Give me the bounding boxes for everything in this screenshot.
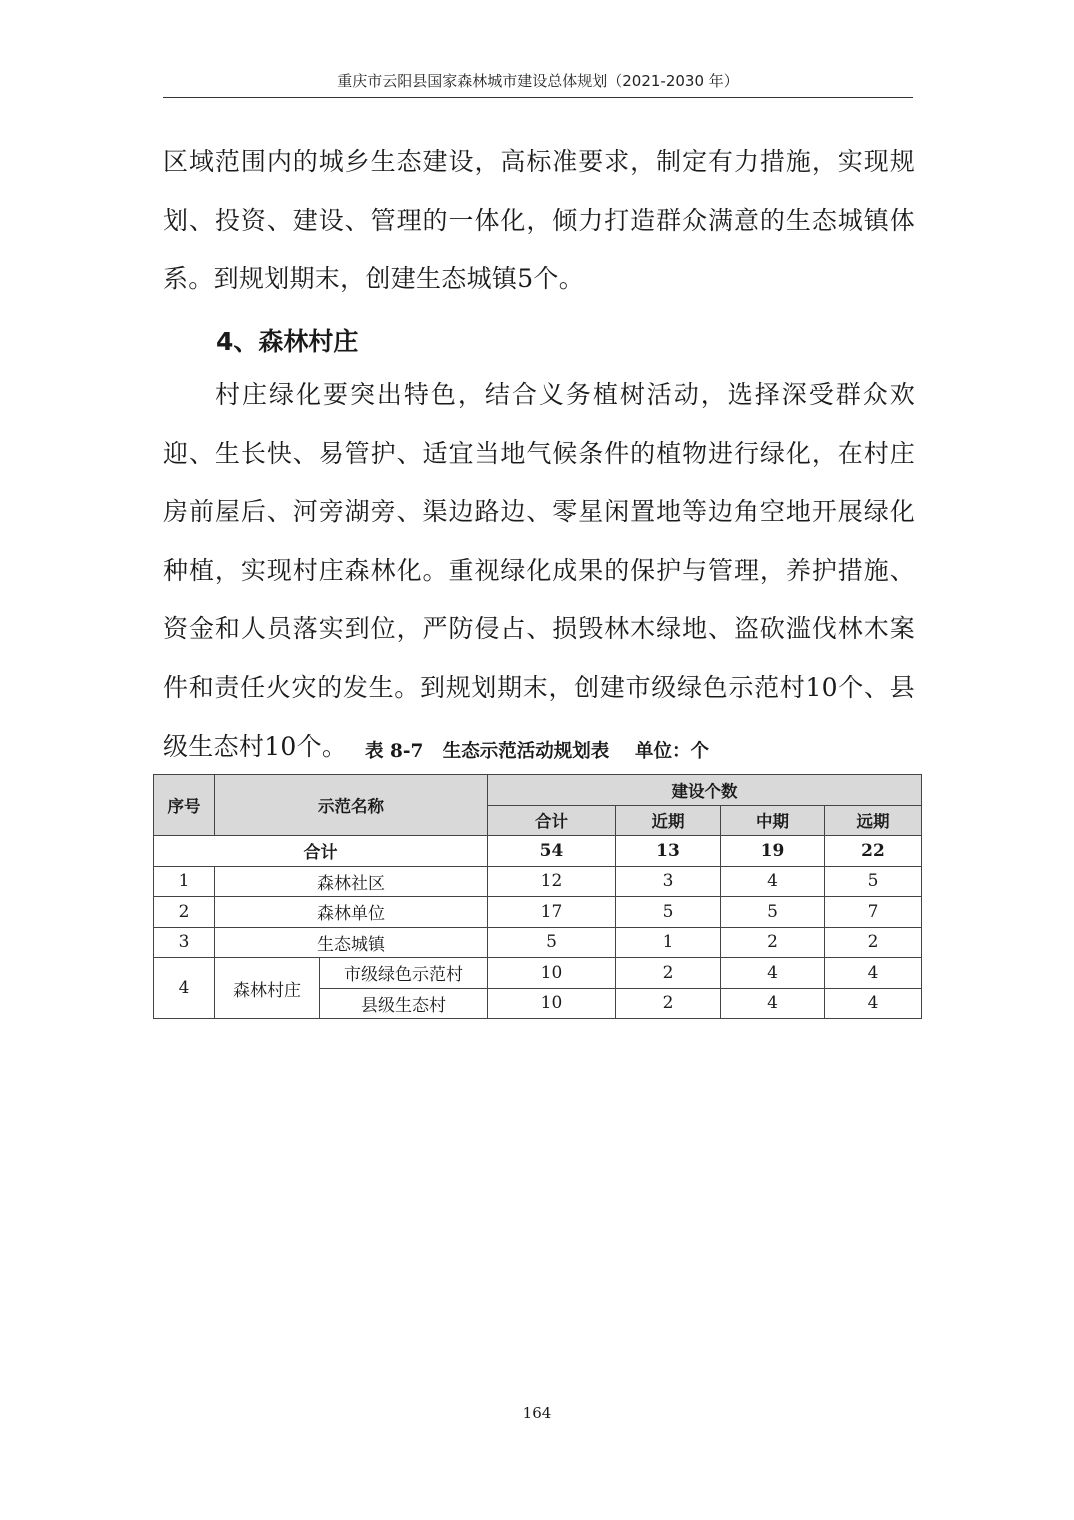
row-near: 5 [616, 897, 721, 928]
page-number: 164 [522, 1404, 552, 1422]
row-far: 2 [825, 927, 922, 958]
row-far: 7 [825, 897, 922, 928]
section-heading: 4、森林村庄 [216, 327, 359, 356]
row-seq: 4 [154, 958, 215, 1019]
row-total: 17 [488, 897, 616, 928]
paragraph-1: 区域范围内的城乡生态建设，高标准要求，制定有力措施，实现规划、投资、建设、管理的一体化，倾力打造群众满意的生态城镇体系。到规划期末，创建生态城镇5个。 [163, 147, 915, 294]
row-total: 10 [488, 988, 616, 1019]
row-name: 森林单位 [215, 897, 488, 928]
total-mid: 19 [721, 836, 825, 867]
subrow-name: 市级绿色示范村 [320, 958, 488, 989]
total-near: 13 [616, 836, 721, 867]
row-seq: 2 [154, 897, 215, 928]
row-mid: 4 [721, 866, 825, 897]
header-rule [163, 97, 913, 98]
row-near: 2 [616, 988, 721, 1019]
row-mid: 4 [721, 988, 825, 1019]
row-total: 12 [488, 866, 616, 897]
row-seq: 3 [154, 927, 215, 958]
row-far: 5 [825, 866, 922, 897]
plan-table [153, 774, 922, 1019]
table-caption-number: 表 8-7 [365, 741, 424, 762]
header-count-group: 建设个数 [488, 775, 922, 806]
table-row [154, 958, 922, 989]
running-header: 重庆市云阳县国家森林城市建设总体规划（2021-2030 年） [337, 72, 739, 90]
header-name: 示范名称 [215, 775, 488, 836]
row-name: 生态城镇 [215, 927, 488, 958]
subrow-name: 县级生态村 [320, 988, 488, 1019]
total-label: 合计 [154, 836, 488, 867]
row-near: 2 [616, 958, 721, 989]
total-row [154, 836, 922, 867]
table-row [154, 866, 922, 897]
table-caption [153, 737, 921, 763]
row-total: 5 [488, 927, 616, 958]
table-row [154, 927, 922, 958]
paragraph-2: 村庄绿化要突出特色，结合义务植树活动，选择深受群众欢迎、生长快、易管护、适宜当地气候条件的植物进行绿化，在村庄房前屋后、河旁湖旁、渠边路边、零星闲置地等边角空地开展绿化种植，实现村庄森林化。重视绿化成果的保护与管理，养护措施、资金和人员落实到位，严防侵占、损毁林木绿地、盗砍滥伐林木案件和责任火灾的发生。到规划期末，创建市级绿色示范村10个、县级生态村10个。 [163, 380, 915, 761]
header-mid: 中期 [721, 805, 825, 836]
row-far: 4 [825, 988, 922, 1019]
row-near: 3 [616, 866, 721, 897]
table-caption-unit: 单位：个 [634, 741, 709, 762]
group-name: 森林村庄 [215, 958, 320, 1019]
total-far: 22 [825, 836, 922, 867]
row-mid: 5 [721, 897, 825, 928]
header-near: 近期 [616, 805, 721, 836]
total-total: 54 [488, 836, 616, 867]
row-mid: 4 [721, 958, 825, 989]
header-far: 远期 [825, 805, 922, 836]
row-seq: 1 [154, 866, 215, 897]
row-near: 1 [616, 927, 721, 958]
row-mid: 2 [721, 927, 825, 958]
row-name: 森林社区 [215, 866, 488, 897]
table-caption-title: 生态示范活动规划表 [442, 741, 610, 762]
row-far: 4 [825, 958, 922, 989]
table-row [154, 897, 922, 928]
header-total: 合计 [488, 805, 616, 836]
row-total: 10 [488, 958, 616, 989]
header-seq: 序号 [154, 775, 215, 836]
table-header-row [154, 775, 922, 806]
